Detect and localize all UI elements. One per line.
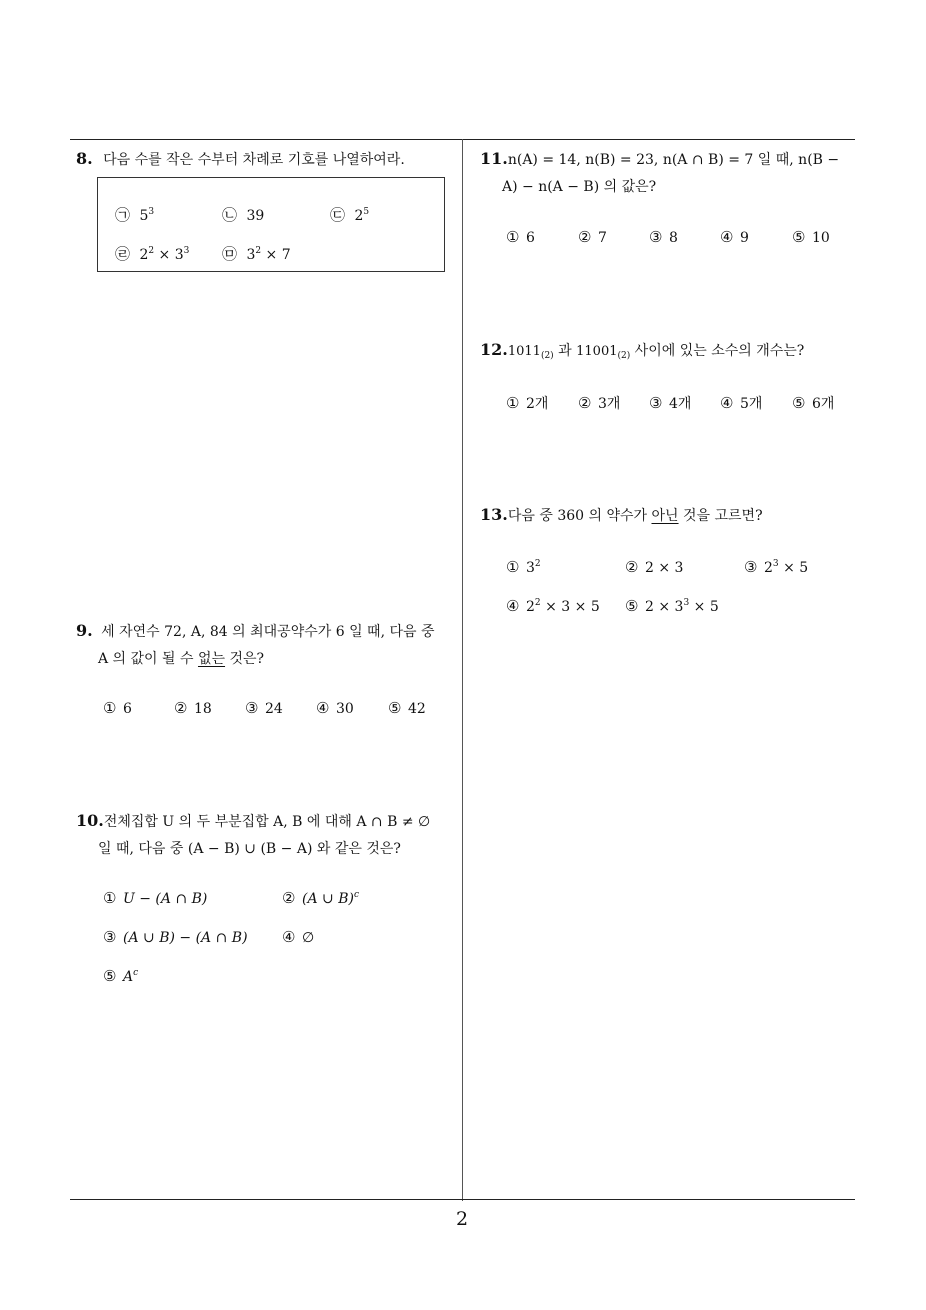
column-divider <box>462 139 463 1201</box>
question-number: 9. <box>76 621 93 640</box>
q10-choice-3[interactable]: ③ (A ∪ B) − (A ∩ B) <box>103 928 248 946</box>
underlined-word: 아닌 <box>651 508 679 524</box>
question-text-line1: 세 자연수 72, A, 84 의 최대공약수가 6 일 때, 다음 중 <box>101 624 435 640</box>
question-number: 10. <box>76 811 104 830</box>
question-11 <box>480 145 860 201</box>
q13-choice-1[interactable]: ① $3^2$ <box>506 558 541 576</box>
question-9: 9. 세 자연수 72, A, 84 의 최대공약수가 6 일 때, 다음 중 A 의 값이 될 수 없는 것은? <box>76 621 435 667</box>
q10-choice-5[interactable]: ⑤ $A^c$ <box>103 967 139 985</box>
q11-choice-1[interactable]: ① 6 <box>506 228 535 246</box>
q12-choice-1[interactable]: ① 2개 <box>506 394 549 412</box>
q9-choice-1[interactable]: ① 6 <box>103 699 132 717</box>
q11-choice-3[interactable]: ③ 8 <box>649 228 678 246</box>
q13-choice-2[interactable]: ② 2 × 3 <box>625 558 684 576</box>
q13-choice-3[interactable]: ③ $2^3 \times 5$ <box>744 558 809 576</box>
q10-choice-4[interactable]: ④ ∅ <box>282 928 315 946</box>
q8-item-2: ㉡ 39 <box>222 206 265 224</box>
q12-choice-2[interactable]: ② 3개 <box>578 394 621 412</box>
q11-choice-2[interactable]: ② 7 <box>578 228 607 246</box>
question-number: 11. <box>480 149 508 168</box>
q12-choice-3[interactable]: ③ 4개 <box>649 394 692 412</box>
question-text-line1: 전체집합 U 의 두 부분집합 A, B 에 대해 A ∩ B ≠ ∅ <box>103 814 431 830</box>
q13-choice-4[interactable]: ④ $2^2 \times 3 \times 5$ <box>506 597 600 615</box>
question-8 <box>76 145 405 174</box>
question-text-line1: n(A) = 14, n(B) = 23, n(A ∩ B) = 7 일 때, n(B − <box>507 152 840 168</box>
q9-choice-3[interactable]: ③ 24 <box>245 699 283 717</box>
question-12: $12.1011_{(2)}$ 과 $11001_{(2)}$ 사이에 있는 소수의 개수는? <box>480 340 805 361</box>
bottom-rule <box>70 1199 855 1200</box>
q9-choice-2[interactable]: ② 18 <box>174 699 212 717</box>
question-number: 8. <box>76 149 93 168</box>
question-number: 12. <box>480 340 508 359</box>
q11-choice-5[interactable]: ⑤ 10 <box>792 228 830 246</box>
question-10 <box>76 807 461 863</box>
question-text: 다음 수를 작은 수부터 차례로 기호를 나열하여라. <box>103 152 405 168</box>
q8-item-5: ㉤ $3^2 \times 7$ <box>222 245 291 263</box>
question-number: 13. <box>480 505 508 524</box>
question-text-line2: 일 때, 다음 중 (A − B) ∪ (B − A) 와 같은 것은? <box>98 841 401 857</box>
q11-choice-4[interactable]: ④ 9 <box>720 228 749 246</box>
q12-choice-4[interactable]: ④ 5개 <box>720 394 763 412</box>
q8-item-1: ㉠ $5^3$ <box>115 206 155 224</box>
q10-choice-2[interactable]: ② (A ∪ B)$^c$ <box>282 889 359 907</box>
q9-choice-4[interactable]: ④ 30 <box>316 699 354 717</box>
question-13: 13.다음 중 360 의 약수가 아닌 것을 고르면? <box>480 505 763 524</box>
q8-item-4: ㉣ $2^2 \times 3^3$ <box>115 245 190 263</box>
underlined-word: 없는 <box>197 651 226 667</box>
q8-item-3: ㉢ $2^5$ <box>330 206 370 224</box>
q10-choice-1[interactable]: ① U − (A ∩ B) <box>103 889 208 907</box>
q13-choice-5[interactable]: ⑤ $2 \times 3^3 \times 5$ <box>625 597 719 615</box>
q9-choice-5[interactable]: ⑤ 42 <box>388 699 426 717</box>
page-number: 2 <box>455 1208 469 1230</box>
q12-choice-5[interactable]: ⑤ 6개 <box>792 394 835 412</box>
question-text-line2: A) − n(A − B) 의 값은? <box>502 179 657 195</box>
